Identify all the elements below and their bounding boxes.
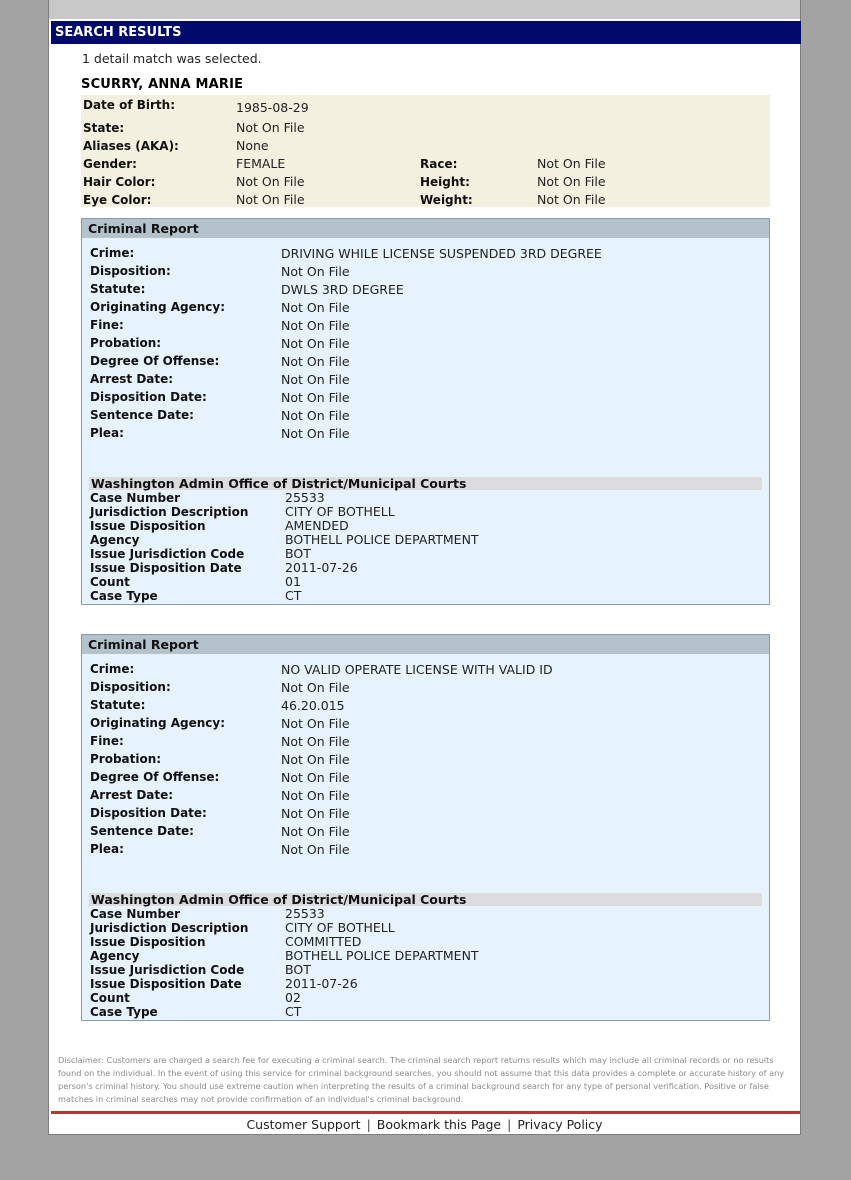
crime-label: Crime: [90,662,135,676]
jurisdiction-description-label: Jurisdiction Description [90,505,249,519]
disposition-value: Not On File [281,680,350,695]
plea-value: Not On File [281,842,350,857]
dob-label: Date of Birth: [83,98,176,112]
sentence-date-value: Not On File [281,408,350,423]
crime-label: Crime: [90,246,135,260]
weight-label: Weight: [420,193,473,207]
sentence-date-value: Not On File [281,824,350,839]
degree-of-offense-label: Degree Of Offense: [90,770,220,784]
plea-value: Not On File [281,426,350,441]
originating-agency-value: Not On File [281,300,350,315]
sentence-date-label: Sentence Date: [90,408,194,422]
sentence-date-label: Sentence Date: [90,824,194,838]
footer-separator: | [366,1117,371,1132]
court-source-title: Washington Admin Office of District/Municipal Courts [89,477,762,490]
aka-value: None [236,138,269,153]
statute-value: 46.20.015 [281,698,345,713]
probation-label: Probation: [90,752,162,766]
jurisdiction-description-label: Jurisdiction Description [90,921,249,935]
subject-name: SCURRY, ANNA MARIE [81,77,244,92]
case-type-label: Case Type [90,589,158,603]
agency-value: BOTHELL POLICE DEPARTMENT [285,948,479,963]
crime-value: NO VALID OPERATE LICENSE WITH VALID ID [281,662,553,677]
probation-label: Probation: [90,336,162,350]
arrest-date-label: Arrest Date: [90,372,174,386]
weight-value: Not On File [537,192,606,207]
issue-jurisdiction-code-value: BOT [285,962,311,977]
height-value: Not On File [537,174,606,189]
statute-value: DWLS 3RD DEGREE [281,282,404,297]
results-page [48,0,801,1135]
degree-of-offense-label: Degree Of Offense: [90,354,220,368]
top-strip [49,0,800,19]
issue-disposition-date-label: Issue Disposition Date [90,561,242,575]
issue-jurisdiction-code-label: Issue Jurisdiction Code [90,963,245,977]
arrest-date-value: Not On File [281,788,350,803]
probation-value: Not On File [281,336,350,351]
case-type-value: CT [285,588,302,603]
issue-disposition-date-value: 2011-07-26 [285,560,358,575]
criminal-report-title: Criminal Report [82,219,769,238]
count-label: Count [90,991,130,1005]
case-number-value: 25533 [285,490,325,505]
issue-jurisdiction-code-label: Issue Jurisdiction Code [90,547,245,561]
issue-disposition-date-value: 2011-07-26 [285,976,358,991]
count-label: Count [90,575,130,589]
jurisdiction-description-value: CITY OF BOTHELL [285,920,395,935]
probation-value: Not On File [281,752,350,767]
plea-label: Plea: [90,842,124,856]
race-label: Race: [420,157,458,171]
state-label: State: [83,121,125,135]
originating-agency-value: Not On File [281,716,350,731]
originating-agency-label: Originating Agency: [90,716,226,730]
gender-label: Gender: [83,157,137,171]
crime-value: DRIVING WHILE LICENSE SUSPENDED 3RD DEGREE [281,246,602,261]
case-number-label: Case Number [90,907,181,921]
statute-label: Statute: [90,698,146,712]
dob-value: 1985-08-29 [236,100,309,115]
footer-links [49,1117,800,1132]
degree-of-offense-value: Not On File [281,770,350,785]
degree-of-offense-value: Not On File [281,354,350,369]
issue-jurisdiction-code-value: BOT [285,546,311,561]
customer-support-link[interactable]: Customer Support [246,1117,361,1132]
fine-label: Fine: [90,734,124,748]
originating-agency-label: Originating Agency: [90,300,226,314]
gender-value: FEMALE [236,156,286,171]
fine-value: Not On File [281,734,350,749]
state-value: Not On File [236,120,305,135]
count-value: 02 [285,990,301,1005]
privacy-policy-link[interactable]: Privacy Policy [517,1117,603,1132]
case-type-label: Case Type [90,1005,158,1019]
case-number-value: 25533 [285,906,325,921]
disposition-date-value: Not On File [281,390,350,405]
case-type-value: CT [285,1004,302,1019]
disposition-date-label: Disposition Date: [90,390,207,404]
issue-disposition-date-label: Issue Disposition Date [90,977,242,991]
aka-label: Aliases (AKA): [83,139,179,153]
issue-disposition-label: Issue Disposition [90,519,206,533]
fine-label: Fine: [90,318,124,332]
statute-label: Statute: [90,282,146,296]
count-value: 01 [285,574,301,589]
disposition-label: Disposition: [90,680,171,694]
agency-label: Agency [90,533,140,547]
jurisdiction-description-value: CITY OF BOTHELL [285,504,395,519]
search-results-header: SEARCH RESULTS [51,21,801,44]
agency-value: BOTHELL POLICE DEPARTMENT [285,532,479,547]
issue-disposition-value: COMMITTED [285,934,362,949]
disposition-label: Disposition: [90,264,171,278]
agency-label: Agency [90,949,140,963]
criminal-report-2 [81,634,770,1021]
plea-label: Plea: [90,426,124,440]
subject-details [81,95,770,207]
eye-label: Eye Color: [83,193,152,207]
disposition-date-label: Disposition Date: [90,806,207,820]
hair-value: Not On File [236,174,305,189]
criminal-report-1 [81,218,770,605]
height-label: Height: [420,175,470,189]
court-source-title: Washington Admin Office of District/Municipal Courts [89,893,762,906]
issue-disposition-label: Issue Disposition [90,935,206,949]
bookmark-page-link[interactable]: Bookmark this Page [376,1117,502,1132]
criminal-report-title: Criminal Report [82,635,769,654]
arrest-date-value: Not On File [281,372,350,387]
hair-label: Hair Color: [83,175,156,189]
footer-separator: | [507,1117,512,1132]
fine-value: Not On File [281,318,350,333]
eye-value: Not On File [236,192,305,207]
case-number-label: Case Number [90,491,181,505]
footer-divider [51,1111,800,1114]
issue-disposition-value: AMENDED [285,518,349,533]
disclaimer-text: Disclaimer: Customers are charged a search fee for executing a criminal search. The criminal search report returns results which may include all criminal records or no results found on the individual. In the event of using this service for criminal background searches, you should not assume that this data provides a complete or accurate history of any person's criminal history. You should use extreme caution when interpreting the results of a criminal background search for any type of personal verification. Positive or false matches in criminal searches may not provide confirmation of an individual's criminal background. [58,1055,785,1104]
arrest-date-label: Arrest Date: [90,788,174,802]
match-count-text: 1 detail match was selected. [82,51,262,66]
disposition-value: Not On File [281,264,350,279]
race-value: Not On File [537,156,606,171]
disposition-date-value: Not On File [281,806,350,821]
